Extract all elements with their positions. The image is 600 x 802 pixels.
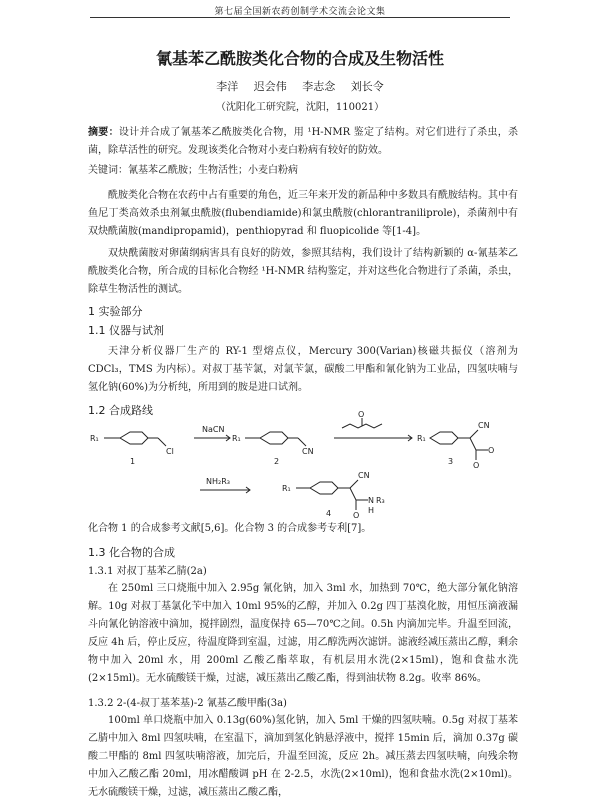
scheme-o-4: O [353,511,360,520]
keywords-text: 氰基苯乙酰胺；生物活性；小麦白粉病 [128,165,298,176]
scheme-o-3: O [473,461,480,470]
compound-number-4: 4 [326,509,332,518]
subsection-heading-2a: 1.3.1 对叔丁基苯乙腈(2a) [88,566,207,577]
compound-number-2: 2 [274,457,280,466]
scheme-r1-4: R₁ [282,484,291,493]
scheme-o-carbonate: O [358,410,365,419]
abstract-label: 摘要： [88,127,119,138]
scheme-n-4: N [368,496,374,505]
scheme-note: 化合物 1 的合成参考文献[5,6]。化合物 3 的合成参考专利[7]。 [88,523,372,534]
scheme-cn-3: CN [478,421,490,430]
instruments-paragraph: 天津分析仪器厂生产的 RY-1 型熔点仪，Mercury 300(Varian)核磁共振仪（溶剂为 CDCl₃，TMS 为内标）。对叔丁基苄氯，对氯苄氯，碳酸二甲酯和氰化钠为工业品，四氢呋喃与氢化钠(60%)为分析纯，所用到的胺是进口试剂。 [88,346,518,393]
paper-title: 氰基苯乙酰胺类化合物的合成及生物活性 [155,49,444,68]
scheme-cl: Cl [166,447,174,456]
header-rule [90,17,510,18]
keywords-label: 关键词： [88,165,128,176]
authors: 李洋 迟会伟 李志念 刘长令 [216,80,384,93]
scheme-h-4: H [368,506,375,515]
intro-paragraph-1: 酰胺类化合物在农药中占有重要的角色，近三年来开发的新品种中多数具有酰胺结构。其中有鱼尼丁类高效杀虫剂氟虫酰胺(flubendiamide)和氯虫酰胺(chlorantraniliprole)，杀菌剂中有双炔酰菌胺(mandipropamid)，penthiopyrad 和 fluopicolide 等[1-4]。 [88,190,518,237]
scheme-cn-4: CN [358,471,370,480]
running-head: 第七届全国新农药创制学术交流会论文集 [214,7,386,17]
scheme-r1-1: R₁ [90,434,99,443]
section-heading-instruments: 1.1 仪器与试剂 [88,324,164,337]
benzene-ring-3 [430,432,458,444]
affiliation: （沈阳化工研究院，沈阳，110021） [215,102,385,113]
synthesis-2a-paragraph: 在 250ml 三口烧瓶中加入 2.95g 氰化钠，加入 3ml 水，加热到 70℃，绝大部分氰化钠溶解。10g 对叔丁基氯化苄中加入 10ml 95%的乙醇，并加入 0.2g 四丁基溴化胺，用恒压滴液漏斗向氰化钠溶液中滴加，搅拌剧烈，温度保持 65—70℃之间。0.5h 内滴加完毕。升温至回流，反应 4h 后，停止反应，待温度降到室温，过滤，用乙醇洗两次滤饼。滤液经减压蒸出乙醇，剩余物中加入 20ml 水，用 200ml 乙酸乙酯萃取，有机层用水洗(2×15ml)，饱和食盐水洗(2×15ml)。无水硫酸镁干燥，过滤，减压蒸出乙酸乙酯，得到油状物 8.2g。收率 86%。 [88,583,518,684]
abstract [88,124,518,160]
scheme-r3-4: R₃ [376,496,385,505]
benzene-ring-4 [310,482,338,494]
scheme-r1-2: R₁ [232,434,241,443]
section-heading-experimental: 1 实验部分 [88,305,143,318]
compound-number-1: 1 [130,457,136,466]
section-heading-synthesis: 1.3 化合物的合成 [88,546,175,559]
scheme-cn-2: CN [302,447,314,456]
section-heading-route: 1.2 合成路线 [88,404,153,417]
abstract-text: 设计并合成了氰基苯乙酰胺类化合物，用 ¹H-NMR 鉴定了结构。对它们进行了杀虫，杀菌，除草活性的研究。发现该类化合物对小麦白粉病有较好的防效。 [88,127,519,156]
scheme-r1-3: R₁ [417,434,426,443]
keywords [88,162,518,180]
benzene-ring-2 [260,432,288,444]
benzene-ring-1 [120,432,148,444]
reagent-nacn: NaCN [202,425,225,434]
compound-number-3: 3 [448,457,454,466]
scheme-o-ester: O [488,446,495,455]
subsection-heading-3a: 1.3.2 2-(4-叔丁基苯基)-2 氰基乙酸甲酯(3a) [88,698,287,709]
reagent-amine: NH₂R₃ [206,477,230,486]
intro-paragraph-2: 双炔酰菌胺对卵菌纲病害具有良好的防效，参照其结构，我们设计了结构新颖的 α-氰基苯乙酰胺类化合物，所合成的目标化合物经 ¹H-NMR 结构鉴定，并对这些化合物进行了杀菌，杀虫，除草生物活性的测试。 [88,248,518,295]
synthesis-3a-paragraph: 100ml 单口烧瓶中加入 0.13g(60%)氢化钠，加入 5ml 干燥的四氢呋喃。0.5g 对叔丁基苯乙腈中加入 8ml 四氢呋喃，在室温下，滴加到氢化钠悬浮液中，搅拌 15min 后，滴加 0.37g 碳酸二甲酯的 8ml 四氢呋喃溶液，加完后，升温至回流，反应 2h。减压蒸去四氢呋喃，向残余物中加入乙酸乙酯 20ml，用冰醋酸调 pH 在 2-2.5，水洗(2×10ml)，饱和食盐水洗(2×10ml)。无水硫酸镁干燥，过滤，减压蒸出乙酸乙酯， [88,715,518,798]
